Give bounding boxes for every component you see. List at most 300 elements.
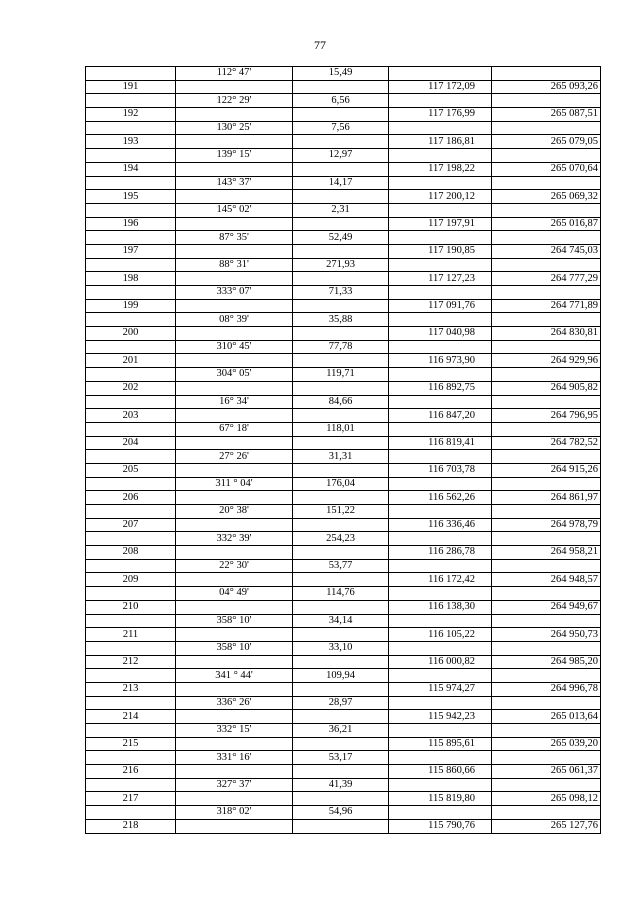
distance-cell xyxy=(293,573,389,587)
bearing-angle-cell xyxy=(176,765,293,779)
table-row xyxy=(86,327,601,341)
x-coordinate-cell: 117 176,99 xyxy=(389,108,492,122)
table-row xyxy=(86,258,601,272)
point-number-cell xyxy=(86,67,176,81)
table-row xyxy=(86,340,601,354)
table-row xyxy=(86,395,601,409)
x-coordinate-cell xyxy=(389,505,492,519)
bearing-angle-cell: 87° 35' xyxy=(176,231,293,245)
y-coordinate-cell xyxy=(492,450,601,464)
y-coordinate-cell xyxy=(492,176,601,190)
x-coordinate-cell xyxy=(389,340,492,354)
table-row xyxy=(86,135,601,149)
x-coordinate-cell xyxy=(389,450,492,464)
distance-cell xyxy=(293,217,389,231)
bearing-angle-cell: 27° 26' xyxy=(176,450,293,464)
bearing-angle-cell: 304° 05' xyxy=(176,368,293,382)
distance-cell: 271,93 xyxy=(293,258,389,272)
point-number-cell: 212 xyxy=(86,655,176,669)
distance-cell xyxy=(293,436,389,450)
table-row xyxy=(86,655,601,669)
point-number-cell xyxy=(86,505,176,519)
x-coordinate-cell xyxy=(389,559,492,573)
y-coordinate-cell xyxy=(492,614,601,628)
table-row xyxy=(86,463,601,477)
table-row xyxy=(86,299,601,313)
bearing-angle-cell: 332° 15' xyxy=(176,724,293,738)
bearing-angle-cell: 112° 47' xyxy=(176,67,293,81)
table-row xyxy=(86,806,601,820)
bearing-angle-cell: 311 ° 04' xyxy=(176,477,293,491)
y-coordinate-cell xyxy=(492,751,601,765)
bearing-angle-cell: 336° 26' xyxy=(176,696,293,710)
y-coordinate-cell: 264 905,82 xyxy=(492,381,601,395)
bearing-angle-cell xyxy=(176,327,293,341)
x-coordinate-cell: 116 138,30 xyxy=(389,600,492,614)
point-number-cell xyxy=(86,477,176,491)
y-coordinate-cell: 264 978,79 xyxy=(492,518,601,532)
x-coordinate-cell xyxy=(389,778,492,792)
x-coordinate-cell xyxy=(389,614,492,628)
y-coordinate-cell: 265 098,12 xyxy=(492,792,601,806)
distance-cell: 53,17 xyxy=(293,751,389,765)
point-number-cell: 202 xyxy=(86,381,176,395)
bearing-angle-cell xyxy=(176,354,293,368)
y-coordinate-cell: 265 079,05 xyxy=(492,135,601,149)
y-coordinate-cell: 264 782,52 xyxy=(492,436,601,450)
point-number-cell xyxy=(86,587,176,601)
distance-cell: 71,33 xyxy=(293,286,389,300)
table-row xyxy=(86,765,601,779)
y-coordinate-cell xyxy=(492,778,601,792)
point-number-cell: 200 xyxy=(86,327,176,341)
distance-cell xyxy=(293,682,389,696)
x-coordinate-cell: 115 895,61 xyxy=(389,737,492,751)
bearing-angle-cell xyxy=(176,436,293,450)
point-number-cell xyxy=(86,258,176,272)
y-coordinate-cell: 264 830,81 xyxy=(492,327,601,341)
point-number-cell xyxy=(86,778,176,792)
distance-cell xyxy=(293,190,389,204)
y-coordinate-cell: 264 796,95 xyxy=(492,409,601,423)
table-row xyxy=(86,67,601,81)
x-coordinate-cell: 116 336,46 xyxy=(389,518,492,532)
bearing-angle-cell: 358° 10' xyxy=(176,614,293,628)
x-coordinate-cell: 117 197,91 xyxy=(389,217,492,231)
table-row xyxy=(86,559,601,573)
point-number-cell: 216 xyxy=(86,765,176,779)
table-row xyxy=(86,149,601,163)
distance-cell: 41,39 xyxy=(293,778,389,792)
x-coordinate-cell xyxy=(389,313,492,327)
y-coordinate-cell xyxy=(492,696,601,710)
bearing-angle-cell xyxy=(176,190,293,204)
point-number-cell xyxy=(86,450,176,464)
distance-cell: 12,97 xyxy=(293,149,389,163)
bearing-angle-cell xyxy=(176,819,293,833)
y-coordinate-cell xyxy=(492,258,601,272)
table-row xyxy=(86,409,601,423)
distance-cell: 118,01 xyxy=(293,422,389,436)
x-coordinate-cell: 116 000,82 xyxy=(389,655,492,669)
bearing-angle-cell: 88° 31' xyxy=(176,258,293,272)
x-coordinate-cell xyxy=(389,669,492,683)
distance-cell xyxy=(293,546,389,560)
bearing-angle-cell: 310° 45' xyxy=(176,340,293,354)
distance-cell xyxy=(293,737,389,751)
y-coordinate-cell xyxy=(492,395,601,409)
table-row xyxy=(86,450,601,464)
bearing-angle-cell xyxy=(176,299,293,313)
x-coordinate-cell: 117 172,09 xyxy=(389,80,492,94)
bearing-angle-cell: 143° 37' xyxy=(176,176,293,190)
x-coordinate-cell: 117 200,12 xyxy=(389,190,492,204)
distance-cell: 33,10 xyxy=(293,641,389,655)
table-row xyxy=(86,436,601,450)
x-coordinate-cell xyxy=(389,395,492,409)
x-coordinate-cell xyxy=(389,176,492,190)
point-number-cell xyxy=(86,121,176,135)
point-number-cell xyxy=(86,532,176,546)
y-coordinate-cell xyxy=(492,477,601,491)
point-number-cell: 191 xyxy=(86,80,176,94)
distance-cell: 109,94 xyxy=(293,669,389,683)
table-row xyxy=(86,587,601,601)
x-coordinate-cell: 117 190,85 xyxy=(389,244,492,258)
table-row xyxy=(86,244,601,258)
point-number-cell: 192 xyxy=(86,108,176,122)
point-number-cell: 208 xyxy=(86,546,176,560)
table-row xyxy=(86,313,601,327)
point-number-cell: 211 xyxy=(86,628,176,642)
y-coordinate-cell xyxy=(492,587,601,601)
point-number-cell xyxy=(86,368,176,382)
distance-cell xyxy=(293,819,389,833)
bearing-angle-cell xyxy=(176,710,293,724)
bearing-angle-cell xyxy=(176,409,293,423)
bearing-angle-cell: 358° 10' xyxy=(176,641,293,655)
point-number-cell xyxy=(86,669,176,683)
distance-cell: 84,66 xyxy=(293,395,389,409)
x-coordinate-cell xyxy=(389,696,492,710)
point-number-cell: 203 xyxy=(86,409,176,423)
table-row xyxy=(86,477,601,491)
y-coordinate-cell: 264 985,20 xyxy=(492,655,601,669)
table-row xyxy=(86,203,601,217)
distance-cell: 119,71 xyxy=(293,368,389,382)
x-coordinate-cell xyxy=(389,67,492,81)
y-coordinate-cell xyxy=(492,422,601,436)
x-coordinate-cell xyxy=(389,258,492,272)
distance-cell xyxy=(293,491,389,505)
point-number-cell xyxy=(86,559,176,573)
point-number-cell xyxy=(86,231,176,245)
y-coordinate-cell: 265 070,64 xyxy=(492,162,601,176)
distance-cell: 114,76 xyxy=(293,587,389,601)
bearing-angle-cell: 341 ° 44' xyxy=(176,669,293,683)
bearing-angle-cell xyxy=(176,682,293,696)
x-coordinate-cell xyxy=(389,724,492,738)
distance-cell xyxy=(293,655,389,669)
point-number-cell: 210 xyxy=(86,600,176,614)
x-coordinate-cell xyxy=(389,286,492,300)
distance-cell xyxy=(293,80,389,94)
point-number-cell xyxy=(86,751,176,765)
bearing-angle-cell: 331° 16' xyxy=(176,751,293,765)
distance-cell xyxy=(293,600,389,614)
distance-cell xyxy=(293,518,389,532)
point-number-cell xyxy=(86,313,176,327)
table-row xyxy=(86,628,601,642)
point-number-cell: 195 xyxy=(86,190,176,204)
x-coordinate-cell: 115 974,27 xyxy=(389,682,492,696)
distance-cell xyxy=(293,299,389,313)
point-number-cell xyxy=(86,696,176,710)
bearing-angle-cell: 20° 38' xyxy=(176,505,293,519)
x-coordinate-cell: 115 819,80 xyxy=(389,792,492,806)
bearing-angle-cell xyxy=(176,546,293,560)
y-coordinate-cell: 264 949,67 xyxy=(492,600,601,614)
bearing-angle-cell xyxy=(176,80,293,94)
page-number: 77 xyxy=(314,38,326,52)
table-row xyxy=(86,641,601,655)
y-coordinate-cell: 264 771,89 xyxy=(492,299,601,313)
y-coordinate-cell: 264 777,29 xyxy=(492,272,601,286)
x-coordinate-cell xyxy=(389,532,492,546)
point-number-cell: 213 xyxy=(86,682,176,696)
x-coordinate-cell: 116 703,78 xyxy=(389,463,492,477)
x-coordinate-cell: 117 198,22 xyxy=(389,162,492,176)
bearing-angle-cell: 145° 02' xyxy=(176,203,293,217)
distance-cell: 52,49 xyxy=(293,231,389,245)
x-coordinate-cell xyxy=(389,121,492,135)
table-row xyxy=(86,272,601,286)
bearing-angle-cell xyxy=(176,628,293,642)
point-number-cell xyxy=(86,806,176,820)
bearing-angle-cell xyxy=(176,463,293,477)
bearing-angle-cell: 333° 07' xyxy=(176,286,293,300)
distance-cell xyxy=(293,381,389,395)
y-coordinate-cell: 264 929,96 xyxy=(492,354,601,368)
y-coordinate-cell xyxy=(492,94,601,108)
point-number-cell xyxy=(86,94,176,108)
x-coordinate-cell: 116 172,42 xyxy=(389,573,492,587)
point-number-cell: 209 xyxy=(86,573,176,587)
x-coordinate-cell xyxy=(389,641,492,655)
y-coordinate-cell: 264 950,73 xyxy=(492,628,601,642)
distance-cell: 6,56 xyxy=(293,94,389,108)
distance-cell xyxy=(293,409,389,423)
point-number-cell: 197 xyxy=(86,244,176,258)
distance-cell xyxy=(293,135,389,149)
y-coordinate-cell xyxy=(492,67,601,81)
x-coordinate-cell: 115 860,66 xyxy=(389,765,492,779)
table-row xyxy=(86,724,601,738)
x-coordinate-cell xyxy=(389,477,492,491)
distance-cell xyxy=(293,792,389,806)
distance-cell xyxy=(293,354,389,368)
x-coordinate-cell: 116 819,41 xyxy=(389,436,492,450)
x-coordinate-cell xyxy=(389,806,492,820)
x-coordinate-cell: 116 973,90 xyxy=(389,354,492,368)
bearing-angle-cell xyxy=(176,108,293,122)
point-number-cell xyxy=(86,286,176,300)
x-coordinate-cell xyxy=(389,94,492,108)
table-row xyxy=(86,751,601,765)
y-coordinate-cell: 265 127,76 xyxy=(492,819,601,833)
x-coordinate-cell xyxy=(389,149,492,163)
table-row xyxy=(86,532,601,546)
bearing-angle-cell xyxy=(176,381,293,395)
point-number-cell xyxy=(86,724,176,738)
table-row xyxy=(86,518,601,532)
y-coordinate-cell xyxy=(492,149,601,163)
y-coordinate-cell xyxy=(492,286,601,300)
y-coordinate-cell: 265 069,32 xyxy=(492,190,601,204)
bearing-angle-cell: 332° 39' xyxy=(176,532,293,546)
table-row xyxy=(86,614,601,628)
distance-cell: 28,97 xyxy=(293,696,389,710)
table-row xyxy=(86,108,601,122)
table-row xyxy=(86,710,601,724)
table-row xyxy=(86,792,601,806)
y-coordinate-cell: 265 061,37 xyxy=(492,765,601,779)
y-coordinate-cell xyxy=(492,724,601,738)
point-number-cell: 207 xyxy=(86,518,176,532)
distance-cell: 254,23 xyxy=(293,532,389,546)
bearing-angle-cell xyxy=(176,217,293,231)
distance-cell: 35,88 xyxy=(293,313,389,327)
y-coordinate-cell: 264 948,57 xyxy=(492,573,601,587)
table-row xyxy=(86,491,601,505)
table-row xyxy=(86,696,601,710)
x-coordinate-cell: 116 892,75 xyxy=(389,381,492,395)
point-number-cell xyxy=(86,176,176,190)
table-row xyxy=(86,80,601,94)
y-coordinate-cell xyxy=(492,231,601,245)
distance-cell xyxy=(293,463,389,477)
point-number-cell xyxy=(86,395,176,409)
bearing-angle-cell: 327° 37' xyxy=(176,778,293,792)
y-coordinate-cell xyxy=(492,121,601,135)
y-coordinate-cell: 264 745,03 xyxy=(492,244,601,258)
y-coordinate-cell xyxy=(492,313,601,327)
bearing-angle-cell xyxy=(176,135,293,149)
point-number-cell: 199 xyxy=(86,299,176,313)
distance-cell: 151,22 xyxy=(293,505,389,519)
y-coordinate-cell xyxy=(492,505,601,519)
distance-cell xyxy=(293,628,389,642)
bearing-angle-cell: 04° 49' xyxy=(176,587,293,601)
point-number-cell xyxy=(86,203,176,217)
table-row xyxy=(86,162,601,176)
x-coordinate-cell xyxy=(389,203,492,217)
bearing-angle-cell: 08° 39' xyxy=(176,313,293,327)
table-row xyxy=(86,354,601,368)
y-coordinate-cell xyxy=(492,641,601,655)
y-coordinate-cell xyxy=(492,806,601,820)
table-row xyxy=(86,737,601,751)
y-coordinate-cell: 265 093,26 xyxy=(492,80,601,94)
x-coordinate-cell: 117 127,23 xyxy=(389,272,492,286)
point-number-cell: 217 xyxy=(86,792,176,806)
table-row xyxy=(86,368,601,382)
distance-cell xyxy=(293,162,389,176)
point-number-cell xyxy=(86,614,176,628)
x-coordinate-cell: 116 562,26 xyxy=(389,491,492,505)
bearing-angle-cell xyxy=(176,573,293,587)
bearing-angle-cell xyxy=(176,792,293,806)
y-coordinate-cell xyxy=(492,532,601,546)
distance-cell: 15,49 xyxy=(293,67,389,81)
bearing-angle-cell xyxy=(176,244,293,258)
point-number-cell: 215 xyxy=(86,737,176,751)
table-row xyxy=(86,778,601,792)
bearing-angle-cell xyxy=(176,737,293,751)
bearing-angle-cell xyxy=(176,600,293,614)
distance-cell: 34,14 xyxy=(293,614,389,628)
point-number-cell: 214 xyxy=(86,710,176,724)
bearing-angle-cell: 22° 30' xyxy=(176,559,293,573)
point-number-cell: 198 xyxy=(86,272,176,286)
distance-cell: 7,56 xyxy=(293,121,389,135)
point-number-cell: 218 xyxy=(86,819,176,833)
y-coordinate-cell: 265 013,64 xyxy=(492,710,601,724)
table-row xyxy=(86,94,601,108)
x-coordinate-cell xyxy=(389,587,492,601)
distance-cell xyxy=(293,272,389,286)
distance-cell xyxy=(293,327,389,341)
distance-cell: 176,04 xyxy=(293,477,389,491)
point-number-cell: 196 xyxy=(86,217,176,231)
y-coordinate-cell xyxy=(492,203,601,217)
table-row xyxy=(86,669,601,683)
point-number-cell xyxy=(86,149,176,163)
bearing-angle-cell: 67° 18' xyxy=(176,422,293,436)
bearing-angle-cell: 122° 29' xyxy=(176,94,293,108)
point-number-cell: 206 xyxy=(86,491,176,505)
distance-cell: 31,31 xyxy=(293,450,389,464)
point-number-cell: 194 xyxy=(86,162,176,176)
distance-cell: 36,21 xyxy=(293,724,389,738)
distance-cell: 53,77 xyxy=(293,559,389,573)
bearing-angle-cell xyxy=(176,162,293,176)
x-coordinate-cell: 116 847,20 xyxy=(389,409,492,423)
table-row xyxy=(86,600,601,614)
distance-cell: 14,17 xyxy=(293,176,389,190)
x-coordinate-cell: 115 942,23 xyxy=(389,710,492,724)
table-row xyxy=(86,546,601,560)
y-coordinate-cell: 265 039,20 xyxy=(492,737,601,751)
y-coordinate-cell xyxy=(492,559,601,573)
x-coordinate-cell: 117 040,98 xyxy=(389,327,492,341)
y-coordinate-cell: 264 958,21 xyxy=(492,546,601,560)
y-coordinate-cell: 265 016,87 xyxy=(492,217,601,231)
bearing-angle-cell: 318° 02' xyxy=(176,806,293,820)
point-number-cell xyxy=(86,422,176,436)
y-coordinate-cell: 264 915,26 xyxy=(492,463,601,477)
table-row xyxy=(86,121,601,135)
y-coordinate-cell xyxy=(492,368,601,382)
x-coordinate-cell: 117 186,81 xyxy=(389,135,492,149)
x-coordinate-cell xyxy=(389,422,492,436)
distance-cell xyxy=(293,765,389,779)
bearing-angle-cell: 139° 15' xyxy=(176,149,293,163)
point-number-cell xyxy=(86,340,176,354)
x-coordinate-cell: 116 105,22 xyxy=(389,628,492,642)
table-row xyxy=(86,422,601,436)
x-coordinate-cell: 116 286,78 xyxy=(389,546,492,560)
